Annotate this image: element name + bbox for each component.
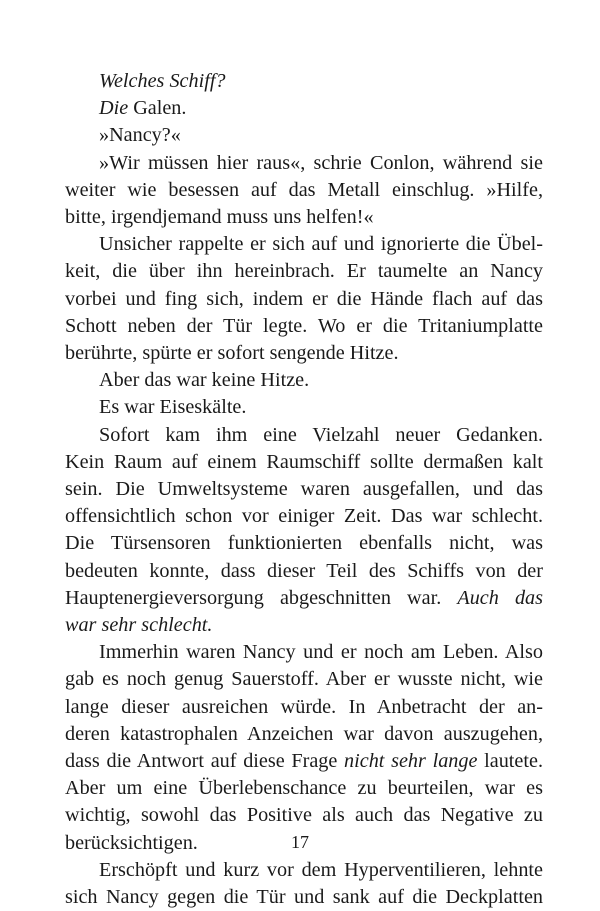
text-line — [65, 340, 543, 367]
text-line — [65, 422, 543, 449]
text-line — [65, 585, 543, 612]
italic-text: war sehr schlecht. — [65, 614, 213, 637]
text-run: deren katastrophalen Anzeichen war davon auszugehen, — [65, 722, 543, 745]
italic-text: Die — [99, 97, 129, 120]
text-line — [65, 313, 543, 340]
text-line — [65, 884, 543, 911]
text-run: Die Türsensoren funktionierten ebenfalls nicht, was — [65, 532, 543, 555]
text-run: Erschöpft und kurz vor dem Hyperventilieren, lehnte — [99, 858, 543, 881]
italic-text: Auch das — [457, 586, 543, 609]
text-run: sein. Die Umweltsysteme waren ausgefallen, und das — [65, 478, 543, 501]
text-line — [65, 286, 543, 313]
text-run: vorbei und fing sich, indem er die Hände flach auf das — [65, 287, 543, 310]
text-line — [65, 258, 543, 285]
text-line — [65, 204, 543, 231]
text-run: Hauptenergieversorgung abgeschnitten war. — [65, 586, 458, 609]
text-line — [65, 802, 543, 829]
text-line — [65, 231, 543, 258]
text-run: »Nancy?« — [99, 124, 181, 147]
text-line — [65, 748, 543, 775]
text-line — [65, 476, 543, 503]
text-run: Aber um eine Überlebenschance zu beurteilen, war es — [65, 777, 543, 800]
text-line — [65, 639, 543, 666]
text-line — [65, 694, 543, 721]
text-line — [65, 503, 543, 530]
text-run: sich Nancy gegen die Tür und sank auf die Deckplatten — [65, 886, 543, 909]
italic-text: nicht sehr lange — [344, 750, 478, 773]
text-run: bedeuten konnte, dass dieser Teil des Schiffs von der — [65, 559, 543, 582]
text-run: Immerhin waren Nancy und er noch am Leben. Also — [99, 641, 543, 664]
page-number: 17 — [291, 832, 309, 852]
text-line — [65, 666, 543, 693]
text-run: offensichtlich schon vor einiger Zeit. Das war schlecht. — [65, 505, 543, 528]
text-run: Sofort kam ihm eine Vielzahl neuer Gedanken. — [99, 423, 543, 446]
text-line — [65, 122, 543, 149]
text-run: Aber das war keine Hitze. — [99, 369, 310, 392]
text-line — [65, 721, 543, 748]
text-run: weiter wie besessen auf das Metall einschlug. »Hilfe, — [65, 178, 543, 201]
text-line — [65, 68, 543, 95]
text-run: dass die Antwort auf diese Frage — [65, 750, 345, 773]
text-run: lautete. — [477, 750, 543, 773]
text-line — [65, 367, 543, 394]
text-run: Unsicher rappelte er sich auf und ignorierte die Übel- — [99, 233, 543, 256]
text-run: berührte, spürte er sofort sengende Hitze. — [65, 342, 399, 365]
text-run: »Wir müssen hier raus«, schrie Conlon, während sie — [99, 151, 543, 174]
text-run: lange dieser ausreichen würde. In Anbetracht der an- — [65, 695, 543, 718]
text-run: wichtig, sowohl das Positive als auch das Negative zu — [65, 804, 543, 827]
text-line — [65, 558, 543, 585]
text-run: gab es noch genug Sauerstoff. Aber er wusste nicht, wie — [65, 668, 543, 691]
text-run: Kein Raum auf einem Raumschiff sollte dermaßen kalt — [65, 450, 543, 473]
text-line — [65, 530, 543, 557]
text-line — [65, 449, 543, 476]
text-line — [65, 95, 543, 122]
text-run: Schott neben der Tür legte. Wo er die Tritaniumplatte — [65, 314, 543, 337]
text-run: bitte, irgendjemand muss uns helfen!« — [65, 206, 374, 229]
italic-text: Welches Schiff? — [99, 70, 226, 92]
text-run: Galen. — [128, 97, 187, 120]
body-text — [65, 68, 543, 911]
text-line — [65, 394, 543, 421]
text-line — [65, 775, 543, 802]
text-line — [65, 177, 543, 204]
text-run: berücksichtigen. — [65, 831, 198, 854]
text-run: Es war Eiseskälte. — [99, 396, 247, 419]
text-line — [65, 612, 543, 639]
text-line — [65, 857, 543, 884]
text-run: keit, die über ihn hereinbrach. Er taumelte an Nancy — [65, 260, 543, 283]
text-line — [65, 150, 543, 177]
